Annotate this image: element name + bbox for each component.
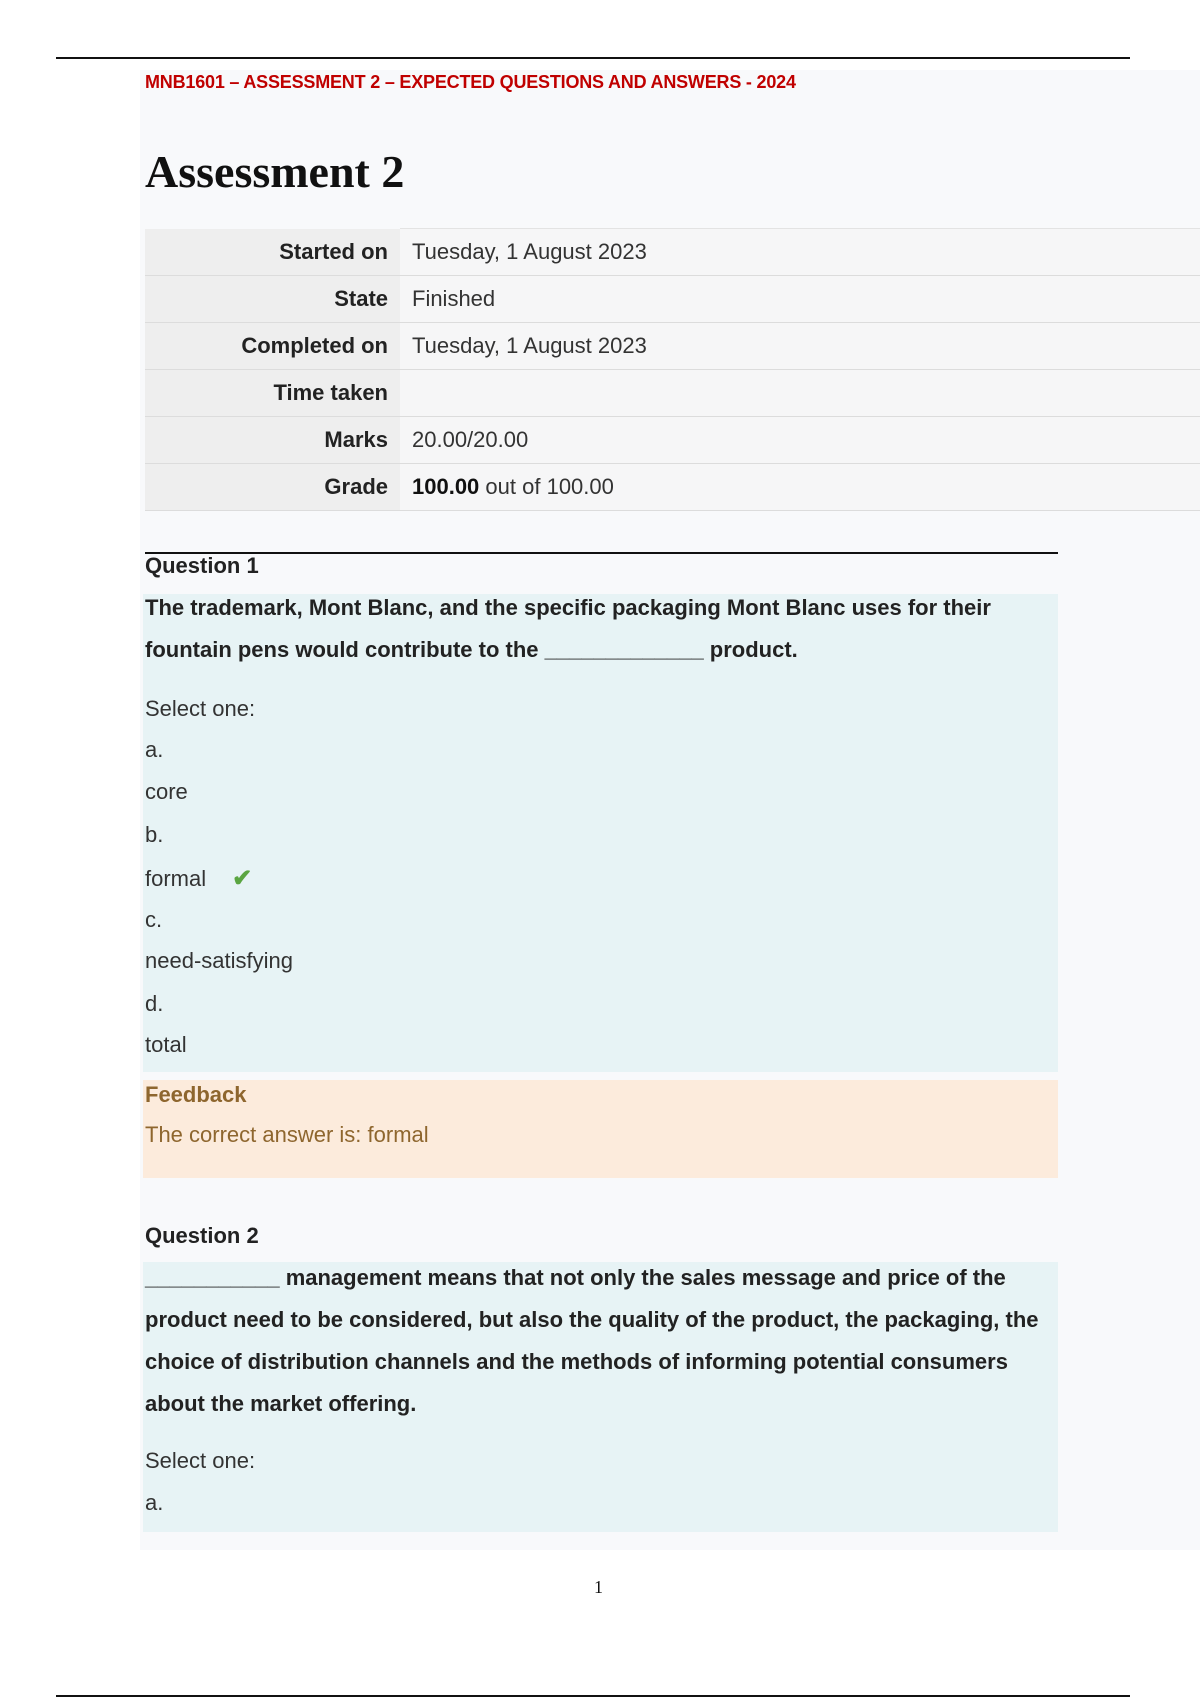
- option-text-formal: formal: [145, 866, 207, 891]
- summary-label: Marks: [145, 417, 400, 464]
- question-2-select-label: Select one:: [145, 1448, 256, 1473]
- summary-value: Finished: [400, 276, 1200, 323]
- summary-row-completed-on: [145, 323, 1200, 370]
- question-1-title: Question 1: [145, 553, 259, 578]
- feedback-text: The correct answer is: formal: [145, 1122, 429, 1147]
- page-number: 1: [594, 1577, 603, 1597]
- summary-row-marks: [145, 417, 1200, 464]
- question-divider: [145, 552, 1058, 554]
- option-letter-a[interactable]: a.: [145, 1490, 164, 1515]
- summary-value: Tuesday, 1 August 2023: [400, 323, 1200, 370]
- grade-out-of: out of 100.00: [485, 474, 614, 499]
- question-1-text: The trademark, Mont Blanc, and the specific packaging Mont Blanc uses for their fountain pens would contribute to the _____________ product.: [145, 595, 991, 662]
- option-letter-b[interactable]: b.: [145, 822, 164, 847]
- summary-label: Grade: [145, 464, 400, 511]
- grade-value: 100.00: [412, 474, 480, 499]
- question-1-select-label: Select one:: [145, 696, 256, 721]
- bottom-rule: [56, 1695, 1130, 1697]
- top-rule: [56, 57, 1130, 59]
- option-text-core[interactable]: core: [145, 779, 188, 804]
- summary-label: State: [145, 276, 400, 323]
- page-title: Assessment 2: [145, 146, 405, 197]
- option-letter-c[interactable]: c.: [145, 907, 163, 932]
- feedback-title: Feedback: [145, 1082, 247, 1107]
- summary-label: Started on: [145, 229, 400, 276]
- question-2-text: ___________ management means that not only the sales message and price of the product need to be considered, but also the quality of the product, the packaging, the choice of distribution channels and the methods of informing potential consumers about the market offering.: [145, 1265, 1039, 1416]
- summary-row-started-on: [145, 229, 1200, 276]
- summary-row-grade: [145, 464, 1200, 511]
- document-header: MNB1601 – ASSESSMENT 2 – EXPECTED QUESTIONS AND ANSWERS - 2024: [145, 72, 796, 92]
- option-text-need-satisfying[interactable]: need-satisfying: [145, 948, 293, 973]
- summary-row-time-taken: [145, 370, 1200, 417]
- summary-value: [400, 464, 1200, 511]
- question-2-title: Question 2: [145, 1223, 259, 1248]
- summary-value: 20.00/20.00: [400, 417, 1200, 464]
- option-text-total[interactable]: total: [145, 1032, 187, 1057]
- option-formal-row[interactable]: [145, 864, 252, 893]
- summary-row-state: [145, 276, 1200, 323]
- check-icon: ✔: [232, 865, 253, 892]
- option-letter-d[interactable]: d.: [145, 991, 164, 1016]
- summary-label: Time taken: [145, 370, 400, 417]
- summary-value: [400, 370, 1200, 417]
- attempt-summary-table: [145, 228, 1200, 511]
- option-letter-a[interactable]: a.: [145, 737, 164, 762]
- summary-value: Tuesday, 1 August 2023: [400, 229, 1200, 276]
- summary-label: Completed on: [145, 323, 400, 370]
